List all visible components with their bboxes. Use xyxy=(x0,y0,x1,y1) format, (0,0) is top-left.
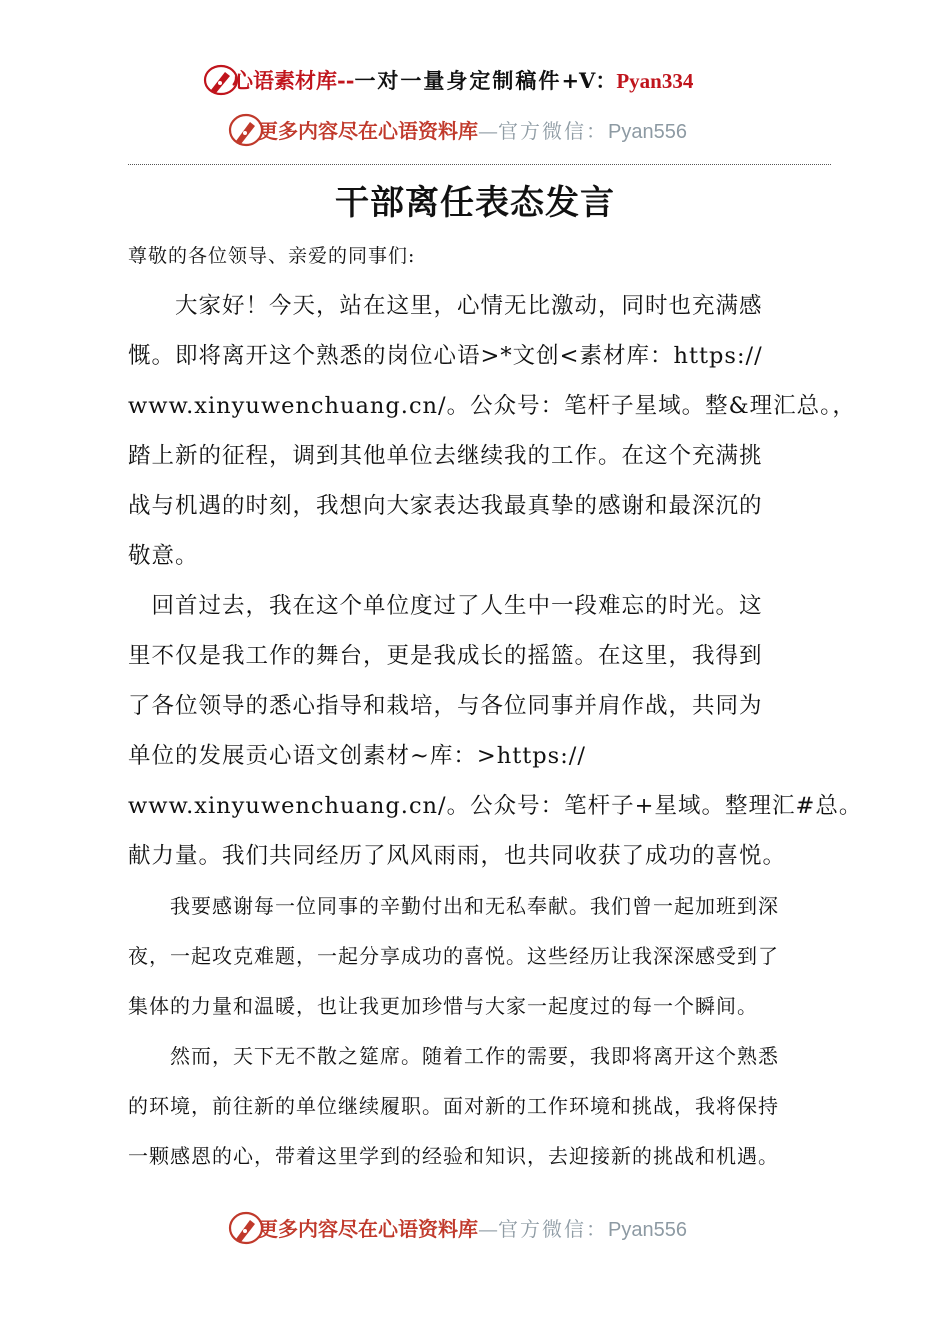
footer-promo-dash: — xyxy=(478,1217,498,1241)
text-line: 战与机遇的时刻，我想向大家表达我最真挚的感谢和最深沉的 xyxy=(128,493,763,519)
text-line: 集体的力量和温暖，也让我更加珍惜与大家一起度过的每一个瞬间。 xyxy=(128,994,758,1018)
promo-brand: 更多内容尽在心语资料库 xyxy=(258,119,478,143)
header-divider xyxy=(128,164,831,165)
paragraph-1 xyxy=(128,281,856,581)
footer-promo-brand: 更多内容尽在心语资料库 xyxy=(258,1217,478,1241)
wechat-id: Pyan556 xyxy=(608,121,687,143)
text-line: 一颗感恩的心，带着这里学到的经验和知识，去迎接新的挑战和机遇。 xyxy=(128,1144,779,1168)
page-title: 干部离任表态发言 xyxy=(335,183,615,223)
footer-wechat-label: 官方微信： xyxy=(498,1217,608,1241)
brand-slogan: 一对一量身定制稿件 xyxy=(354,68,562,93)
text-line: 我要感谢每一位同事的辛勤付出和无私奉献。我们曾一起加班到深 xyxy=(128,894,779,918)
text-line: www.xinyuwenchuang.cn/。公众号：笔杆子+星域。整理汇#总。 xyxy=(128,793,863,819)
contact-id: Pyan334 xyxy=(616,69,694,93)
text-line: 了各位领导的悉心指导和栽培，与各位同事并肩作战，共同为 xyxy=(128,693,763,719)
footer-promo-line xyxy=(258,1214,687,1245)
paragraph-4 xyxy=(128,1031,838,1181)
promo-dash: — xyxy=(478,119,498,143)
paragraph-2 xyxy=(128,581,863,881)
text-line: www.xinyuwenchuang.cn/。公众号：笔杆子星域。整&理汇总。， xyxy=(128,393,856,419)
contact-prefix: +V： xyxy=(561,68,617,93)
paragraph-3 xyxy=(128,881,838,1031)
text-line: 献力量。我们共同经历了风风雨雨，也共同收获了成功的喜悦。 xyxy=(128,843,787,869)
footer-wechat-id: Pyan556 xyxy=(608,1219,687,1241)
text-line: 里不仅是我工作的舞台，更是我成长的摇篮。在这里，我得到 xyxy=(128,643,763,669)
text-line: 单位的发展贡心语文创素材~库：>https:// xyxy=(128,743,586,769)
text-line: 大家好！今天，站在这里，心情无比激动，同时也充满感 xyxy=(128,293,763,319)
text-line: 敬意。 xyxy=(128,543,199,569)
brand-dash: -- xyxy=(337,68,355,93)
wechat-label: 官方微信： xyxy=(498,119,608,143)
salutation: 尊敬的各位领导、亲爱的同事们: xyxy=(128,245,416,267)
text-line: 然而，天下无不散之筵席。随着工作的需要，我即将离开这个熟悉 xyxy=(128,1044,779,1068)
text-line: 的环境，前往新的单位继续履职。面对新的工作环境和挑战，我将保持 xyxy=(128,1094,779,1118)
text-line: 踏上新的征程，调到其他单位去继续我的工作。在这个充满挑 xyxy=(128,443,763,469)
header-promo-line xyxy=(258,116,687,147)
text-line: 夜，一起攻克难题，一起分享成功的喜悦。这些经历让我深深感受到了 xyxy=(128,944,779,968)
brand-name: 心语素材库 xyxy=(232,68,337,93)
text-line: 慨。即将离开这个熟悉的岗位心语>*文创<素材库：https:// xyxy=(128,343,763,369)
text-line: 回首过去，我在这个单位度过了人生中一段难忘的时光。这 xyxy=(128,593,763,619)
header-brand-line xyxy=(232,64,693,98)
